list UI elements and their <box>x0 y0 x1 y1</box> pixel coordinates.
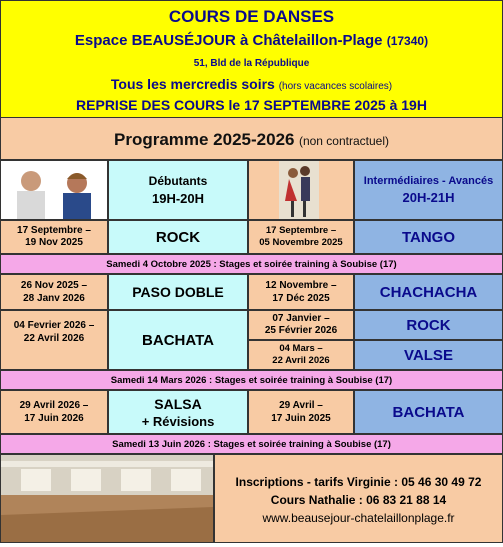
contact-nathalie: Cours Nathalie : 06 83 21 88 14 <box>270 493 447 507</box>
row3-right-date-a: 07 Janvier – 25 Février 2026 <box>248 310 354 340</box>
address: 51, Bld de la République <box>193 58 310 69</box>
row2-left-dance: PASO DOBLE <box>108 274 248 310</box>
beginners-time: 19H-20H <box>151 191 205 206</box>
row2-right-date: 12 Novembre – 17 Déc 2025 <box>248 274 354 310</box>
program-line <box>1 130 502 150</box>
schedule: Tous les mercredis soirs <box>110 76 275 92</box>
row4-left-date: 29 Avril 2026 – 17 Juin 2026 <box>0 390 108 434</box>
advanced-header <box>354 160 503 220</box>
row4-right-dance: BACHATA <box>354 390 503 434</box>
row4-left-dance-sub: + Révisions <box>141 413 215 429</box>
row1-left-date: 17 Septembre – 19 Nov 2025 <box>0 220 108 254</box>
row3-right-dance-b: VALSE <box>354 340 503 370</box>
title: COURS DE DANSES <box>168 7 335 26</box>
advanced-time: 20H-21H <box>402 190 455 205</box>
row1-right-date: 17 Septembre – 05 Novembre 2025 <box>248 220 354 254</box>
header-banner <box>0 0 503 118</box>
venue: Espace BEAUSÉJOUR à Châtelaillon-Plage <box>74 32 383 49</box>
stage-banner-2: Samedi 14 Mars 2026 : Stages et soirée training à Soubise (17) <box>0 370 503 390</box>
row1-right-dance: TANGO <box>354 220 503 254</box>
row2-left-date: 26 Nov 2025 – 28 Janv 2026 <box>0 274 108 310</box>
contact-box <box>214 454 503 543</box>
postcode: (17340) <box>386 34 429 48</box>
restart-date: REPRISE DES COURS le 17 SEPTEMBRE 2025 à 19H <box>76 97 427 113</box>
row1-left-dance: ROCK <box>108 220 248 254</box>
dancers-photo-left <box>0 160 108 220</box>
row3-right-dance-a: ROCK <box>354 310 503 340</box>
dance-hall-icon <box>1 455 213 542</box>
row3-right-date-b: 04 Mars – 22 Avril 2026 <box>248 340 354 370</box>
dancing-couple-icon <box>249 161 353 219</box>
schedule-line <box>1 76 502 92</box>
advanced-label: Intermédiaires - Avancés <box>363 175 494 187</box>
row3-left-dance: BACHATA <box>108 310 248 370</box>
dancers-photo-right <box>248 160 354 220</box>
row3-left-date: 04 Fevrier 2026 – 22 Avril 2026 <box>0 310 108 370</box>
beginners-label: Débutants <box>148 174 208 188</box>
website-link[interactable]: www.beausejour-chatelaillonplage.fr <box>262 511 455 525</box>
beginners-header <box>108 160 248 220</box>
program-title: Programme 2025-2026 <box>113 130 295 149</box>
stage-banner-1: Samedi 4 Octobre 2025 : Stages et soirée training à Soubise (17) <box>0 254 503 274</box>
program-note: (non contractuel) <box>298 134 389 148</box>
dance-hall-photo <box>0 454 214 543</box>
stage-banner-3: Samedi 13 Juin 2026 : Stages et soirée training à Soubise (17) <box>0 434 503 454</box>
contact-virginie: Inscriptions - tarifs Virginie : 05 46 30 49 72 <box>235 475 482 489</box>
row4-right-date: 29 Avril – 17 Juin 2025 <box>248 390 354 434</box>
program-bar <box>0 118 503 160</box>
schedule-note: (hors vacances scolaires) <box>278 81 393 92</box>
couple-photo-icon <box>1 161 107 219</box>
row2-right-dance: CHACHACHA <box>354 274 503 310</box>
row4-left-dance: SALSA + Révisions <box>108 390 248 434</box>
venue-line <box>1 32 502 49</box>
